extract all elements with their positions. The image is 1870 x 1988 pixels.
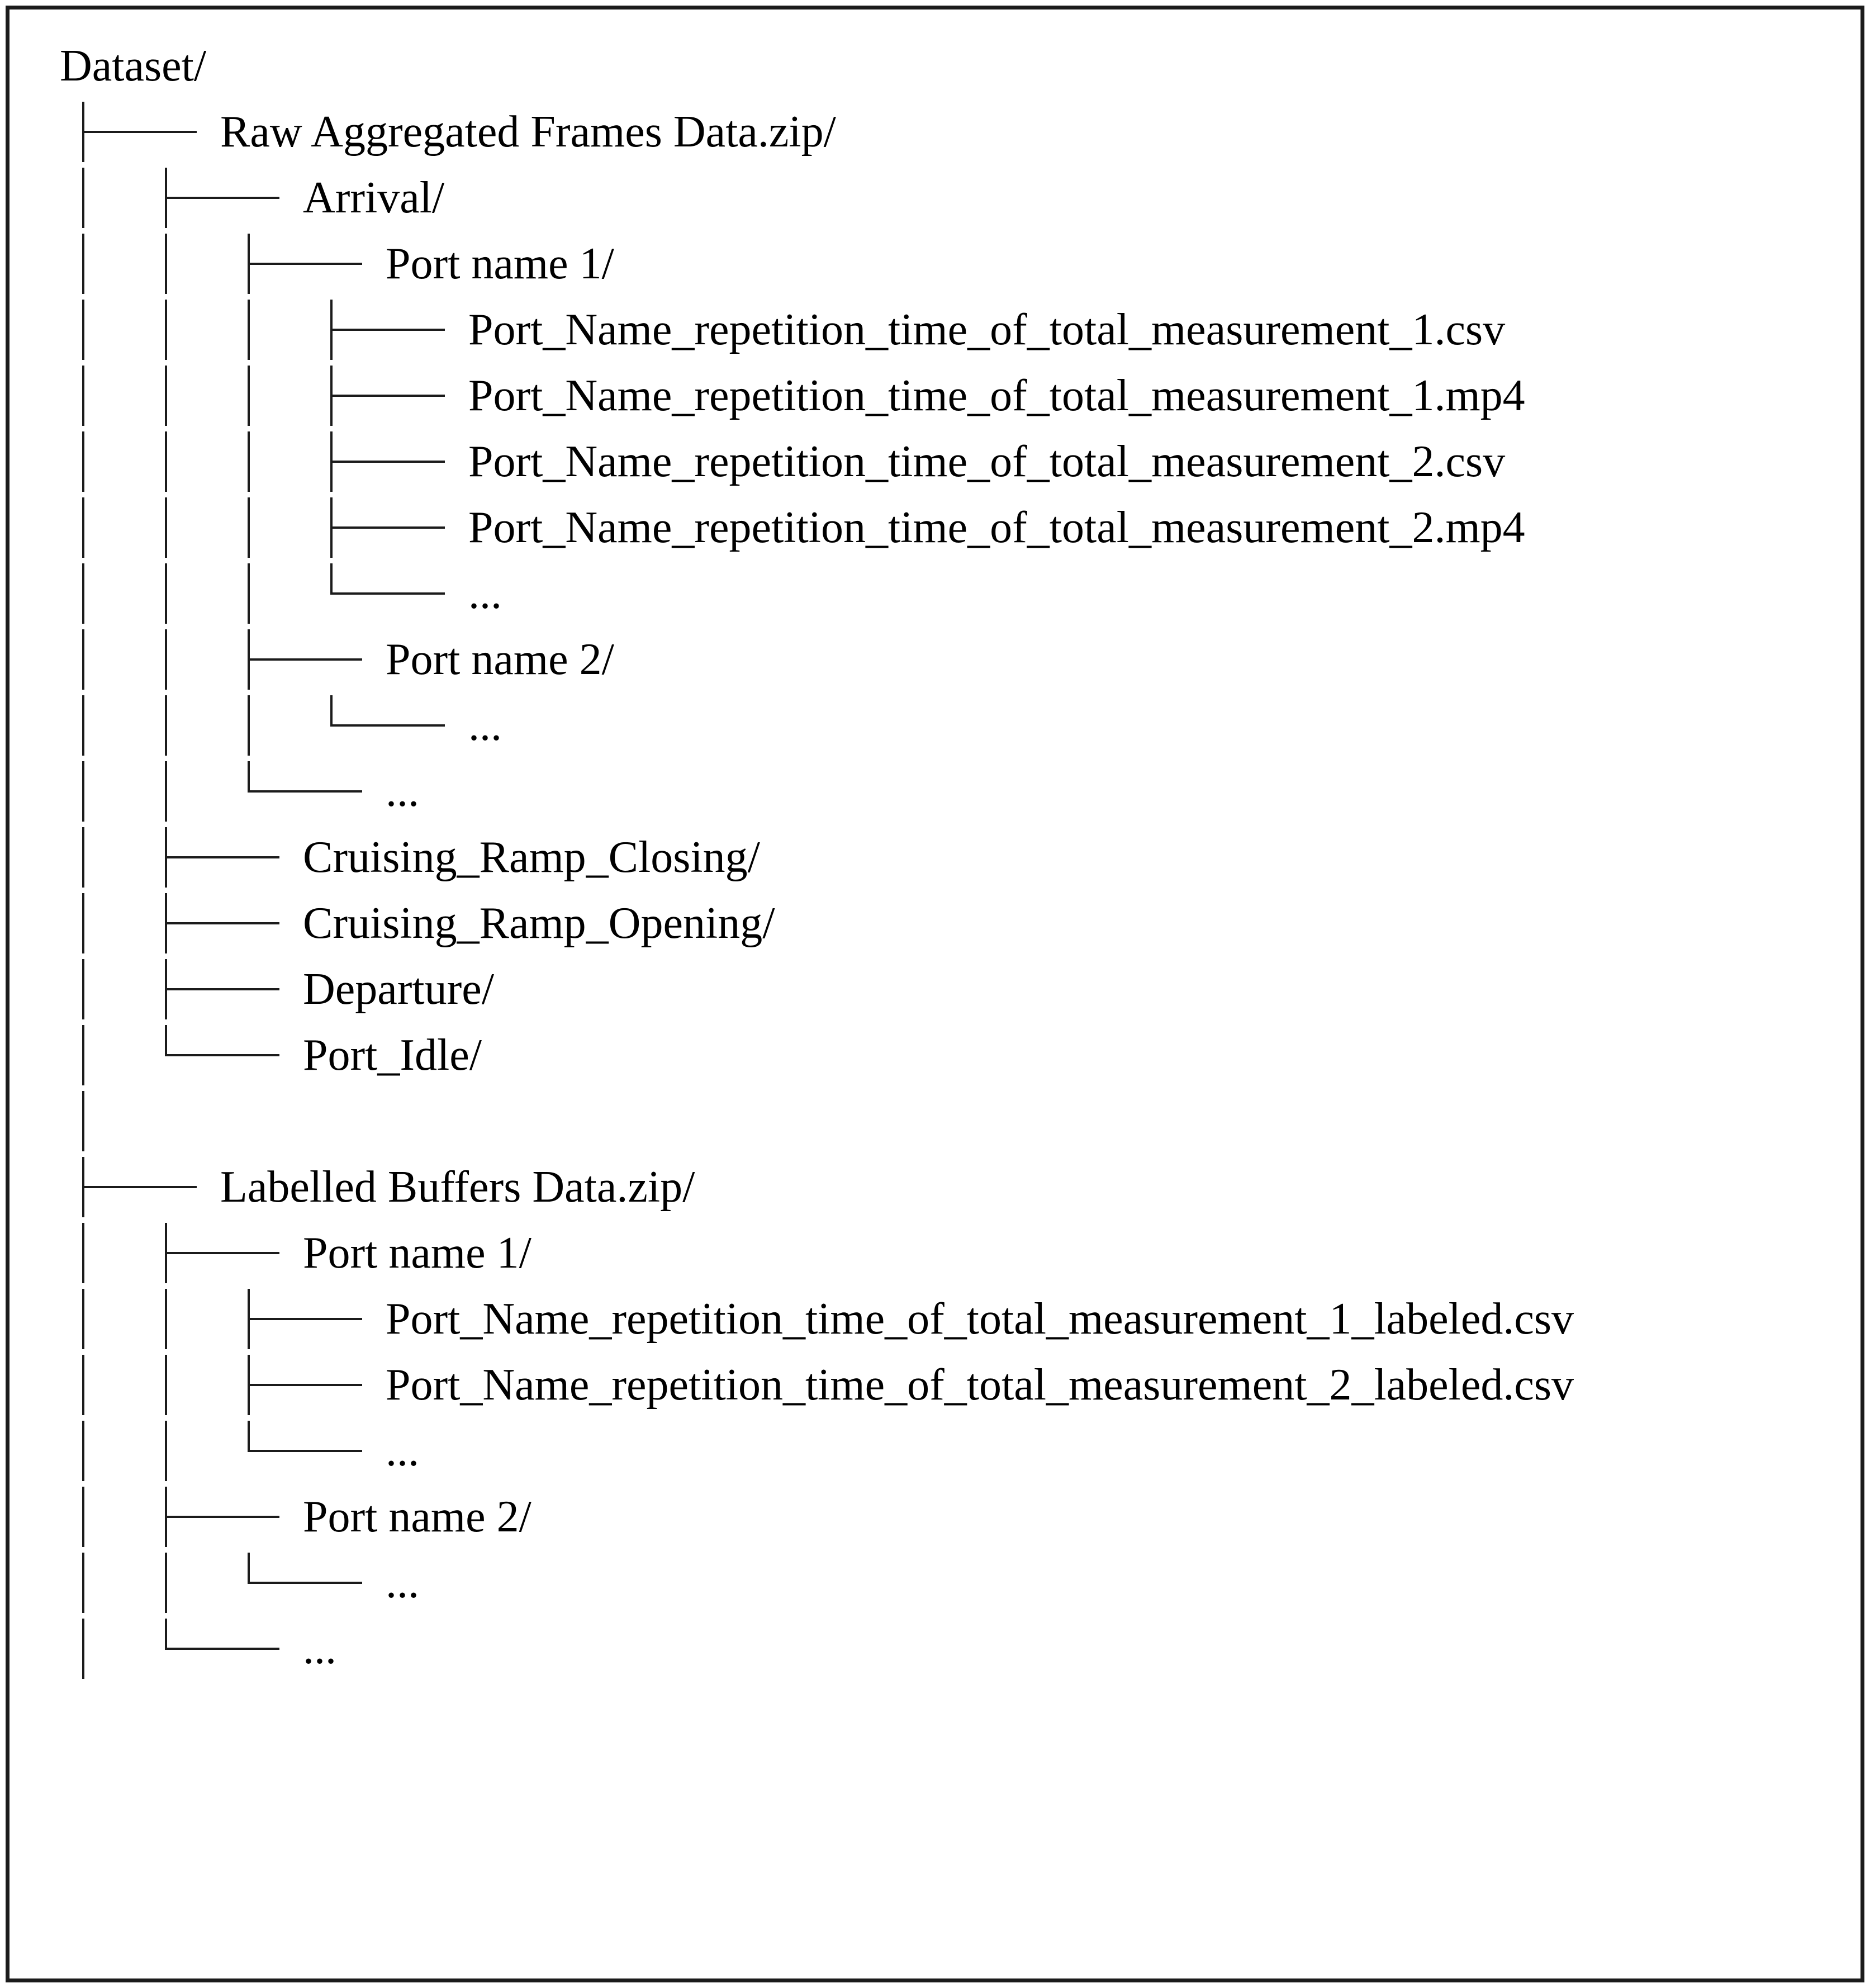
- tree-branch-elbow-connector: [248, 1550, 386, 1616]
- tree-row: [60, 1154, 1844, 1220]
- tree-vertical-line: [82, 1352, 165, 1418]
- tree-row: [60, 1088, 1844, 1154]
- tree-vertical-line: [165, 297, 248, 363]
- tree-branch-tee-connector: [165, 165, 303, 231]
- tree-file-label: Port_Name_repetition_time_of_total_measurement_2_labeled.csv: [386, 1360, 1574, 1410]
- tree-folder-label: Arrival/: [303, 173, 445, 222]
- tree-row: [60, 758, 1844, 824]
- tree-vertical-line: [82, 956, 165, 1022]
- tree-vertical-line: [165, 561, 248, 627]
- tree-file-label: Port_Name_repetition_time_of_total_measurement_1.csv: [468, 305, 1506, 354]
- tree-vertical-line: [82, 297, 165, 363]
- tree-branch-tee-connector: [330, 429, 468, 495]
- tree-vertical-line: [82, 165, 165, 231]
- tree-branch-tee-connector: [165, 1220, 303, 1286]
- tree-vertical-line: [248, 495, 330, 561]
- tree-branch-elbow-connector: [165, 1022, 303, 1088]
- tree-vertical-line: [165, 429, 248, 495]
- tree-folder-label: Port name 2/: [303, 1492, 531, 1541]
- tree-vertical-line: [82, 231, 165, 297]
- tree-vertical-line: [165, 627, 248, 692]
- directory-tree: [10, 10, 1860, 1704]
- tree-vertical-line: [82, 1616, 165, 1682]
- tree-vertical-line: [248, 429, 330, 495]
- tree-file-label: Port_Name_repetition_time_of_total_measurement_2.mp4: [468, 503, 1525, 552]
- tree-branch-tee-connector: [248, 627, 386, 692]
- tree-ellipsis-label: ...: [386, 767, 419, 816]
- figure-border-frame: [6, 6, 1864, 1982]
- tree-vertical-line: [165, 363, 248, 429]
- tree-row: [60, 363, 1844, 429]
- tree-branch-tee-connector: [165, 890, 303, 956]
- tree-vertical-line: [248, 692, 330, 758]
- tree-vertical-line: [82, 1286, 165, 1352]
- tree-vertical-line: [82, 429, 165, 495]
- tree-file-label: Port_Name_repetition_time_of_total_measurement_1.mp4: [468, 371, 1525, 420]
- tree-vertical-line: [248, 561, 330, 627]
- tree-row: [60, 33, 1844, 99]
- tree-branch-tee-connector: [248, 1352, 386, 1418]
- tree-branch-elbow-connector: [330, 561, 468, 627]
- tree-vertical-line: [82, 692, 165, 758]
- tree-row: [60, 1220, 1844, 1286]
- tree-row: [60, 231, 1844, 297]
- tree-branch-elbow-connector: [248, 1418, 386, 1484]
- tree-branch-tee-connector: [82, 1154, 220, 1220]
- tree-folder-label: Labelled Buffers Data.zip/: [220, 1163, 695, 1212]
- tree-vertical-line: [165, 1286, 248, 1352]
- tree-row: [60, 1484, 1844, 1550]
- tree-vertical-line: [165, 1352, 248, 1418]
- tree-row: [60, 1616, 1844, 1682]
- tree-vertical-line: [165, 231, 248, 297]
- tree-row: [60, 429, 1844, 495]
- tree-ellipsis-label: ...: [386, 1426, 419, 1475]
- tree-branch-tee-connector: [165, 956, 303, 1022]
- tree-vertical-line: [82, 1220, 165, 1286]
- tree-branch-tee-connector: [248, 1286, 386, 1352]
- tree-branch-tee-connector: [165, 824, 303, 890]
- tree-row: [60, 561, 1844, 627]
- tree-folder-label: Port name 2/: [386, 635, 614, 684]
- tree-row: [60, 627, 1844, 692]
- tree-branch-tee-connector: [248, 231, 386, 297]
- tree-row: [60, 956, 1844, 1022]
- tree-ellipsis-label: ...: [386, 1558, 419, 1607]
- tree-folder-label: Departure/: [303, 965, 495, 1014]
- tree-branch-elbow-connector: [165, 1616, 303, 1682]
- tree-folder-label: Cruising_Ramp_Closing/: [303, 833, 760, 882]
- tree-vertical-line: [82, 1088, 165, 1154]
- tree-folder-label: Cruising_Ramp_Opening/: [303, 899, 775, 948]
- tree-row: [60, 890, 1844, 956]
- tree-row: [60, 1352, 1844, 1418]
- tree-row: [60, 165, 1844, 231]
- tree-vertical-line: [82, 1418, 165, 1484]
- tree-vertical-line: [82, 1484, 165, 1550]
- tree-row: [60, 1418, 1844, 1484]
- tree-branch-tee-connector: [330, 297, 468, 363]
- tree-row: [60, 495, 1844, 561]
- tree-vertical-line: [82, 1550, 165, 1616]
- tree-vertical-line: [82, 758, 165, 824]
- tree-row: [60, 692, 1844, 758]
- tree-folder-label: Dataset/: [60, 41, 207, 91]
- tree-branch-tee-connector: [165, 1484, 303, 1550]
- tree-file-label: Port_Name_repetition_time_of_total_measurement_1_labeled.csv: [386, 1294, 1574, 1344]
- tree-ellipsis-label: ...: [468, 701, 502, 750]
- tree-row: [60, 1286, 1844, 1352]
- tree-folder-label: Raw Aggregated Frames Data.zip/: [220, 107, 836, 156]
- tree-branch-tee-connector: [330, 495, 468, 561]
- tree-vertical-line: [165, 1550, 248, 1616]
- tree-vertical-line: [248, 363, 330, 429]
- tree-branch-tee-connector: [330, 363, 468, 429]
- tree-row: [60, 1022, 1844, 1088]
- tree-file-label: Port_Name_repetition_time_of_total_measurement_2.csv: [468, 437, 1506, 486]
- tree-vertical-line: [82, 363, 165, 429]
- tree-folder-label: Port name 1/: [303, 1228, 531, 1278]
- tree-vertical-line: [82, 495, 165, 561]
- tree-folder-label: Port name 1/: [386, 239, 614, 288]
- tree-branch-tee-connector: [82, 99, 220, 165]
- tree-ellipsis-label: ...: [468, 569, 502, 618]
- tree-vertical-line: [165, 1418, 248, 1484]
- tree-row: [60, 824, 1844, 890]
- tree-vertical-line: [82, 1022, 165, 1088]
- tree-row: [60, 297, 1844, 363]
- tree-folder-label: Port_Idle/: [303, 1031, 482, 1080]
- tree-vertical-line: [82, 824, 165, 890]
- tree-vertical-line: [165, 758, 248, 824]
- tree-ellipsis-label: ...: [303, 1624, 336, 1673]
- tree-vertical-line: [82, 890, 165, 956]
- tree-branch-elbow-connector: [330, 692, 468, 758]
- tree-row: [60, 1550, 1844, 1616]
- tree-vertical-line: [165, 692, 248, 758]
- tree-row: [60, 99, 1844, 165]
- tree-vertical-line: [82, 561, 165, 627]
- tree-vertical-line: [165, 495, 248, 561]
- tree-vertical-line: [248, 297, 330, 363]
- tree-branch-elbow-connector: [248, 758, 386, 824]
- tree-vertical-line: [82, 627, 165, 692]
